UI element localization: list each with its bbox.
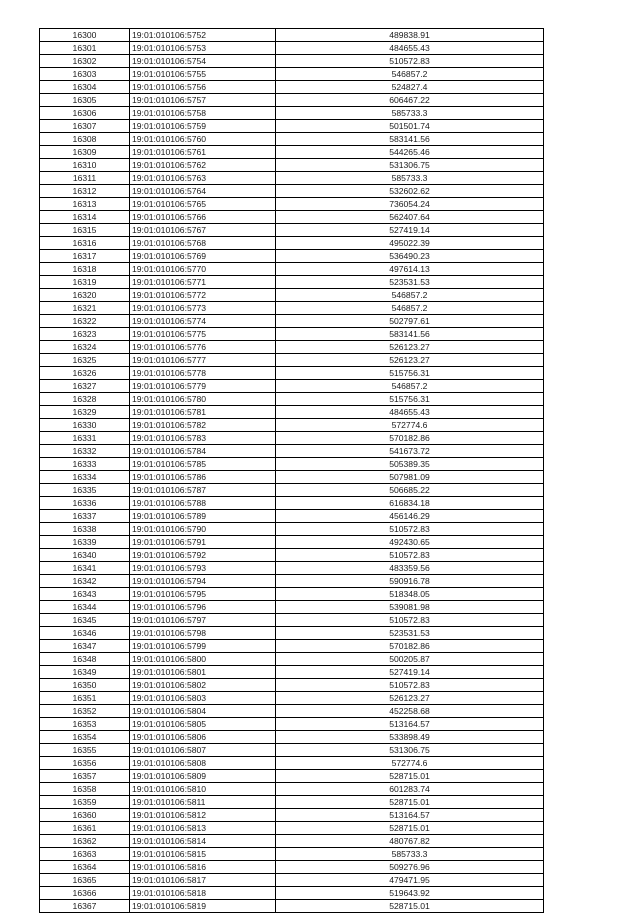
table-row xyxy=(40,276,544,289)
cadastral-value-cell: 532602.62 xyxy=(276,185,544,198)
row-number-cell: 16362 xyxy=(40,835,130,848)
cadastral-value-cell: 452258.68 xyxy=(276,705,544,718)
cadastral-number-cell: 19:01:010106:5791 xyxy=(130,536,276,549)
cadastral-value-cell: 585733.3 xyxy=(276,172,544,185)
cadastral-value-cell: 515756.31 xyxy=(276,393,544,406)
table-row xyxy=(40,94,544,107)
cadastral-value-cell: 513164.57 xyxy=(276,718,544,731)
row-number-cell: 16322 xyxy=(40,315,130,328)
cadastral-number-cell: 19:01:010106:5758 xyxy=(130,107,276,120)
row-number-cell: 16344 xyxy=(40,601,130,614)
table-row xyxy=(40,341,544,354)
cadastral-value-cell: 510572.83 xyxy=(276,55,544,68)
cadastral-number-cell: 19:01:010106:5776 xyxy=(130,341,276,354)
cadastral-value-cell: 583141.56 xyxy=(276,133,544,146)
cadastral-number-cell: 19:01:010106:5798 xyxy=(130,627,276,640)
cadastral-value-cell: 601283.74 xyxy=(276,783,544,796)
table-row xyxy=(40,419,544,432)
cadastral-value-cell: 509276.96 xyxy=(276,861,544,874)
cadastral-number-cell: 19:01:010106:5784 xyxy=(130,445,276,458)
row-number-cell: 16346 xyxy=(40,627,130,640)
cadastral-value-cell: 523531.53 xyxy=(276,627,544,640)
cadastral-number-cell: 19:01:010106:5801 xyxy=(130,666,276,679)
cadastral-number-cell: 19:01:010106:5773 xyxy=(130,302,276,315)
cadastral-number-cell: 19:01:010106:5816 xyxy=(130,861,276,874)
row-number-cell: 16307 xyxy=(40,120,130,133)
cadastral-number-cell: 19:01:010106:5761 xyxy=(130,146,276,159)
row-number-cell: 16321 xyxy=(40,302,130,315)
cadastral-number-cell: 19:01:010106:5803 xyxy=(130,692,276,705)
row-number-cell: 16343 xyxy=(40,588,130,601)
row-number-cell: 16363 xyxy=(40,848,130,861)
cadastral-value-cell: 544265.46 xyxy=(276,146,544,159)
table-row xyxy=(40,263,544,276)
table-row xyxy=(40,510,544,523)
row-number-cell: 16337 xyxy=(40,510,130,523)
cadastral-number-cell: 19:01:010106:5814 xyxy=(130,835,276,848)
row-number-cell: 16341 xyxy=(40,562,130,575)
table-row xyxy=(40,458,544,471)
row-number-cell: 16356 xyxy=(40,757,130,770)
cadastral-value-cell: 570182.86 xyxy=(276,432,544,445)
cadastral-number-cell: 19:01:010106:5764 xyxy=(130,185,276,198)
table-row xyxy=(40,198,544,211)
cadastral-value-cell: 570182.86 xyxy=(276,640,544,653)
row-number-cell: 16311 xyxy=(40,172,130,185)
table-row xyxy=(40,393,544,406)
cadastral-number-cell: 19:01:010106:5812 xyxy=(130,809,276,822)
cadastral-value-cell: 528715.01 xyxy=(276,900,544,913)
row-number-cell: 16366 xyxy=(40,887,130,900)
cadastral-number-cell: 19:01:010106:5793 xyxy=(130,562,276,575)
row-number-cell: 16333 xyxy=(40,458,130,471)
row-number-cell: 16320 xyxy=(40,289,130,302)
row-number-cell: 16308 xyxy=(40,133,130,146)
table-row xyxy=(40,601,544,614)
table-row xyxy=(40,718,544,731)
table-row xyxy=(40,874,544,887)
table-row xyxy=(40,731,544,744)
row-number-cell: 16351 xyxy=(40,692,130,705)
cadastral-value-cell: 533898.49 xyxy=(276,731,544,744)
cadastral-number-cell: 19:01:010106:5789 xyxy=(130,510,276,523)
row-number-cell: 16347 xyxy=(40,640,130,653)
row-number-cell: 16338 xyxy=(40,523,130,536)
table-row xyxy=(40,861,544,874)
table-row xyxy=(40,497,544,510)
cadastral-number-cell: 19:01:010106:5770 xyxy=(130,263,276,276)
row-number-cell: 16354 xyxy=(40,731,130,744)
cadastral-value-cell: 616834.18 xyxy=(276,497,544,510)
row-number-cell: 16330 xyxy=(40,419,130,432)
cadastral-number-cell: 19:01:010106:5795 xyxy=(130,588,276,601)
table-row xyxy=(40,796,544,809)
table-row xyxy=(40,692,544,705)
cadastral-number-cell: 19:01:010106:5788 xyxy=(130,497,276,510)
cadastral-value-cell: 526123.27 xyxy=(276,354,544,367)
cadastral-value-cell: 526123.27 xyxy=(276,341,544,354)
row-number-cell: 16316 xyxy=(40,237,130,250)
table-row xyxy=(40,315,544,328)
row-number-cell: 16355 xyxy=(40,744,130,757)
cadastral-number-cell: 19:01:010106:5771 xyxy=(130,276,276,289)
row-number-cell: 16315 xyxy=(40,224,130,237)
table-row xyxy=(40,536,544,549)
cadastral-value-cell: 562407.64 xyxy=(276,211,544,224)
cadastral-value-cell: 546857.2 xyxy=(276,289,544,302)
cadastral-value-cell: 528715.01 xyxy=(276,822,544,835)
cadastral-value-cell: 519643.92 xyxy=(276,887,544,900)
cadastral-number-cell: 19:01:010106:5768 xyxy=(130,237,276,250)
table-row xyxy=(40,185,544,198)
row-number-cell: 16310 xyxy=(40,159,130,172)
table-row xyxy=(40,614,544,627)
table-row xyxy=(40,757,544,770)
row-number-cell: 16301 xyxy=(40,42,130,55)
table-row xyxy=(40,484,544,497)
cadastral-value-cell: 585733.3 xyxy=(276,848,544,861)
row-number-cell: 16304 xyxy=(40,81,130,94)
cadastral-number-cell: 19:01:010106:5778 xyxy=(130,367,276,380)
cadastral-value-cell: 483359.56 xyxy=(276,562,544,575)
cadastral-value-cell: 528715.01 xyxy=(276,796,544,809)
table-row xyxy=(40,627,544,640)
cadastral-value-cell: 526123.27 xyxy=(276,692,544,705)
cadastral-value-cell: 536490.23 xyxy=(276,250,544,263)
row-number-cell: 16327 xyxy=(40,380,130,393)
cadastral-number-cell: 19:01:010106:5790 xyxy=(130,523,276,536)
cadastral-number-cell: 19:01:010106:5775 xyxy=(130,328,276,341)
cadastral-number-cell: 19:01:010106:5796 xyxy=(130,601,276,614)
table-row xyxy=(40,705,544,718)
table-row xyxy=(40,81,544,94)
table-row xyxy=(40,302,544,315)
row-number-cell: 16309 xyxy=(40,146,130,159)
table-row xyxy=(40,783,544,796)
cadastral-value-cell: 546857.2 xyxy=(276,302,544,315)
table-row xyxy=(40,120,544,133)
cadastral-number-cell: 19:01:010106:5802 xyxy=(130,679,276,692)
row-number-cell: 16345 xyxy=(40,614,130,627)
table-row xyxy=(40,406,544,419)
table-row xyxy=(40,289,544,302)
cadastral-value-cell: 531306.75 xyxy=(276,159,544,172)
row-number-cell: 16352 xyxy=(40,705,130,718)
table-row xyxy=(40,575,544,588)
cadastral-value-cell: 507981.09 xyxy=(276,471,544,484)
row-number-cell: 16357 xyxy=(40,770,130,783)
cadastral-value-cell: 572774.6 xyxy=(276,757,544,770)
row-number-cell: 16360 xyxy=(40,809,130,822)
cadastral-number-cell: 19:01:010106:5779 xyxy=(130,380,276,393)
cadastral-number-cell: 19:01:010106:5785 xyxy=(130,458,276,471)
cadastral-number-cell: 19:01:010106:5818 xyxy=(130,887,276,900)
cadastral-value-cell: 524827.4 xyxy=(276,81,544,94)
row-number-cell: 16318 xyxy=(40,263,130,276)
cadastral-number-cell: 19:01:010106:5787 xyxy=(130,484,276,497)
cadastral-value-cell: 606467.22 xyxy=(276,94,544,107)
cadastral-value-cell: 500205.87 xyxy=(276,653,544,666)
row-number-cell: 16323 xyxy=(40,328,130,341)
row-number-cell: 16361 xyxy=(40,822,130,835)
table-row xyxy=(40,29,544,42)
cadastral-value-cell: 528715.01 xyxy=(276,770,544,783)
cadastral-number-cell: 19:01:010106:5799 xyxy=(130,640,276,653)
table-row xyxy=(40,770,544,783)
row-number-cell: 16312 xyxy=(40,185,130,198)
table-row xyxy=(40,835,544,848)
row-number-cell: 16325 xyxy=(40,354,130,367)
cadastral-number-cell: 19:01:010106:5782 xyxy=(130,419,276,432)
cadastral-number-cell: 19:01:010106:5792 xyxy=(130,549,276,562)
table-row xyxy=(40,809,544,822)
cadastral-value-cell: 736054.24 xyxy=(276,198,544,211)
row-number-cell: 16326 xyxy=(40,367,130,380)
table-row xyxy=(40,250,544,263)
cadastral-number-cell: 19:01:010106:5809 xyxy=(130,770,276,783)
row-number-cell: 16335 xyxy=(40,484,130,497)
cadastral-number-cell: 19:01:010106:5780 xyxy=(130,393,276,406)
table-row xyxy=(40,887,544,900)
cadastral-value-cell: 479471.95 xyxy=(276,874,544,887)
cadastral-value-cell: 531306.75 xyxy=(276,744,544,757)
row-number-cell: 16329 xyxy=(40,406,130,419)
cadastral-number-cell: 19:01:010106:5807 xyxy=(130,744,276,757)
row-number-cell: 16358 xyxy=(40,783,130,796)
row-number-cell: 16342 xyxy=(40,575,130,588)
cadastral-number-cell: 19:01:010106:5753 xyxy=(130,42,276,55)
cadastral-value-cell: 492430.65 xyxy=(276,536,544,549)
cadastral-number-cell: 19:01:010106:5819 xyxy=(130,900,276,913)
row-number-cell: 16339 xyxy=(40,536,130,549)
cadastral-number-cell: 19:01:010106:5805 xyxy=(130,718,276,731)
cadastral-number-cell: 19:01:010106:5811 xyxy=(130,796,276,809)
cadastral-value-cell: 583141.56 xyxy=(276,328,544,341)
cadastral-value-cell: 518348.05 xyxy=(276,588,544,601)
table-row xyxy=(40,640,544,653)
cadastral-value-cell: 480767.82 xyxy=(276,835,544,848)
table-row xyxy=(40,822,544,835)
cadastral-value-cell: 505389.35 xyxy=(276,458,544,471)
table-row xyxy=(40,354,544,367)
table-row xyxy=(40,133,544,146)
cadastral-value-cell: 513164.57 xyxy=(276,809,544,822)
table-row xyxy=(40,42,544,55)
cadastral-number-cell: 19:01:010106:5810 xyxy=(130,783,276,796)
row-number-cell: 16353 xyxy=(40,718,130,731)
row-number-cell: 16324 xyxy=(40,341,130,354)
row-number-cell: 16349 xyxy=(40,666,130,679)
row-number-cell: 16334 xyxy=(40,471,130,484)
cadastral-value-cell: 539081.98 xyxy=(276,601,544,614)
cadastral-number-cell: 19:01:010106:5763 xyxy=(130,172,276,185)
cadastral-value-cell: 523531.53 xyxy=(276,276,544,289)
cadastral-number-cell: 19:01:010106:5774 xyxy=(130,315,276,328)
cadastral-value-cell: 497614.13 xyxy=(276,263,544,276)
cadastral-number-cell: 19:01:010106:5759 xyxy=(130,120,276,133)
table-row xyxy=(40,68,544,81)
table-body xyxy=(40,29,544,913)
row-number-cell: 16340 xyxy=(40,549,130,562)
table-row xyxy=(40,848,544,861)
cadastral-number-cell: 19:01:010106:5813 xyxy=(130,822,276,835)
table-row xyxy=(40,549,544,562)
table-row xyxy=(40,445,544,458)
table-row xyxy=(40,172,544,185)
cadastral-number-cell: 19:01:010106:5760 xyxy=(130,133,276,146)
cadastral-number-cell: 19:01:010106:5762 xyxy=(130,159,276,172)
cadastral-number-cell: 19:01:010106:5756 xyxy=(130,81,276,94)
cadastral-number-cell: 19:01:010106:5769 xyxy=(130,250,276,263)
cadastral-number-cell: 19:01:010106:5777 xyxy=(130,354,276,367)
cadastral-number-cell: 19:01:010106:5765 xyxy=(130,198,276,211)
table-row xyxy=(40,653,544,666)
row-number-cell: 16364 xyxy=(40,861,130,874)
cadastral-value-cell: 541673.72 xyxy=(276,445,544,458)
row-number-cell: 16348 xyxy=(40,653,130,666)
cadastral-value-cell: 502797.61 xyxy=(276,315,544,328)
cadastral-value-cell: 546857.2 xyxy=(276,68,544,81)
table-row xyxy=(40,367,544,380)
table-row xyxy=(40,679,544,692)
cadastral-value-cell: 527419.14 xyxy=(276,666,544,679)
cadastral-value-cell: 510572.83 xyxy=(276,614,544,627)
row-number-cell: 16350 xyxy=(40,679,130,692)
cadastral-value-cell: 506685.22 xyxy=(276,484,544,497)
row-number-cell: 16328 xyxy=(40,393,130,406)
cadastral-value-table xyxy=(39,28,544,913)
table-row xyxy=(40,224,544,237)
row-number-cell: 16317 xyxy=(40,250,130,263)
table-row xyxy=(40,562,544,575)
row-number-cell: 16314 xyxy=(40,211,130,224)
table-row xyxy=(40,380,544,393)
cadastral-number-cell: 19:01:010106:5755 xyxy=(130,68,276,81)
cadastral-number-cell: 19:01:010106:5808 xyxy=(130,757,276,770)
table-row xyxy=(40,55,544,68)
cadastral-value-cell: 546857.2 xyxy=(276,380,544,393)
table-row xyxy=(40,146,544,159)
cadastral-value-cell: 501501.74 xyxy=(276,120,544,133)
row-number-cell: 16303 xyxy=(40,68,130,81)
row-number-cell: 16319 xyxy=(40,276,130,289)
cadastral-number-cell: 19:01:010106:5766 xyxy=(130,211,276,224)
row-number-cell: 16332 xyxy=(40,445,130,458)
row-number-cell: 16313 xyxy=(40,198,130,211)
cadastral-number-cell: 19:01:010106:5781 xyxy=(130,406,276,419)
cadastral-number-cell: 19:01:010106:5815 xyxy=(130,848,276,861)
cadastral-number-cell: 19:01:010106:5797 xyxy=(130,614,276,627)
cadastral-number-cell: 19:01:010106:5752 xyxy=(130,29,276,42)
cadastral-value-cell: 489838.91 xyxy=(276,29,544,42)
cadastral-number-cell: 19:01:010106:5804 xyxy=(130,705,276,718)
row-number-cell: 16331 xyxy=(40,432,130,445)
table-row xyxy=(40,328,544,341)
cadastral-value-cell: 590916.78 xyxy=(276,575,544,588)
cadastral-value-cell: 456146.29 xyxy=(276,510,544,523)
row-number-cell: 16305 xyxy=(40,94,130,107)
cadastral-value-cell: 585733.3 xyxy=(276,107,544,120)
cadastral-number-cell: 19:01:010106:5757 xyxy=(130,94,276,107)
row-number-cell: 16306 xyxy=(40,107,130,120)
cadastral-value-cell: 527419.14 xyxy=(276,224,544,237)
cadastral-number-cell: 19:01:010106:5794 xyxy=(130,575,276,588)
row-number-cell: 16359 xyxy=(40,796,130,809)
row-number-cell: 16336 xyxy=(40,497,130,510)
table-row xyxy=(40,900,544,913)
row-number-cell: 16367 xyxy=(40,900,130,913)
cadastral-number-cell: 19:01:010106:5817 xyxy=(130,874,276,887)
cadastral-number-cell: 19:01:010106:5783 xyxy=(130,432,276,445)
cadastral-number-cell: 19:01:010106:5786 xyxy=(130,471,276,484)
table-row xyxy=(40,523,544,536)
cadastral-value-cell: 510572.83 xyxy=(276,549,544,562)
cadastral-value-cell: 515756.31 xyxy=(276,367,544,380)
cadastral-value-cell: 572774.6 xyxy=(276,419,544,432)
cadastral-value-cell: 484655.43 xyxy=(276,42,544,55)
table-row xyxy=(40,588,544,601)
cadastral-number-cell: 19:01:010106:5806 xyxy=(130,731,276,744)
table-row xyxy=(40,471,544,484)
table-row xyxy=(40,666,544,679)
cadastral-value-cell: 510572.83 xyxy=(276,679,544,692)
row-number-cell: 16300 xyxy=(40,29,130,42)
table-row xyxy=(40,159,544,172)
cadastral-value-cell: 495022.39 xyxy=(276,237,544,250)
table-row xyxy=(40,744,544,757)
cadastral-number-cell: 19:01:010106:5754 xyxy=(130,55,276,68)
cadastral-number-cell: 19:01:010106:5800 xyxy=(130,653,276,666)
table-row xyxy=(40,211,544,224)
row-number-cell: 16302 xyxy=(40,55,130,68)
cadastral-number-cell: 19:01:010106:5772 xyxy=(130,289,276,302)
cadastral-value-cell: 510572.83 xyxy=(276,523,544,536)
row-number-cell: 16365 xyxy=(40,874,130,887)
table-row xyxy=(40,237,544,250)
cadastral-number-cell: 19:01:010106:5767 xyxy=(130,224,276,237)
table-row xyxy=(40,107,544,120)
table-row xyxy=(40,432,544,445)
cadastral-value-cell: 484655.43 xyxy=(276,406,544,419)
